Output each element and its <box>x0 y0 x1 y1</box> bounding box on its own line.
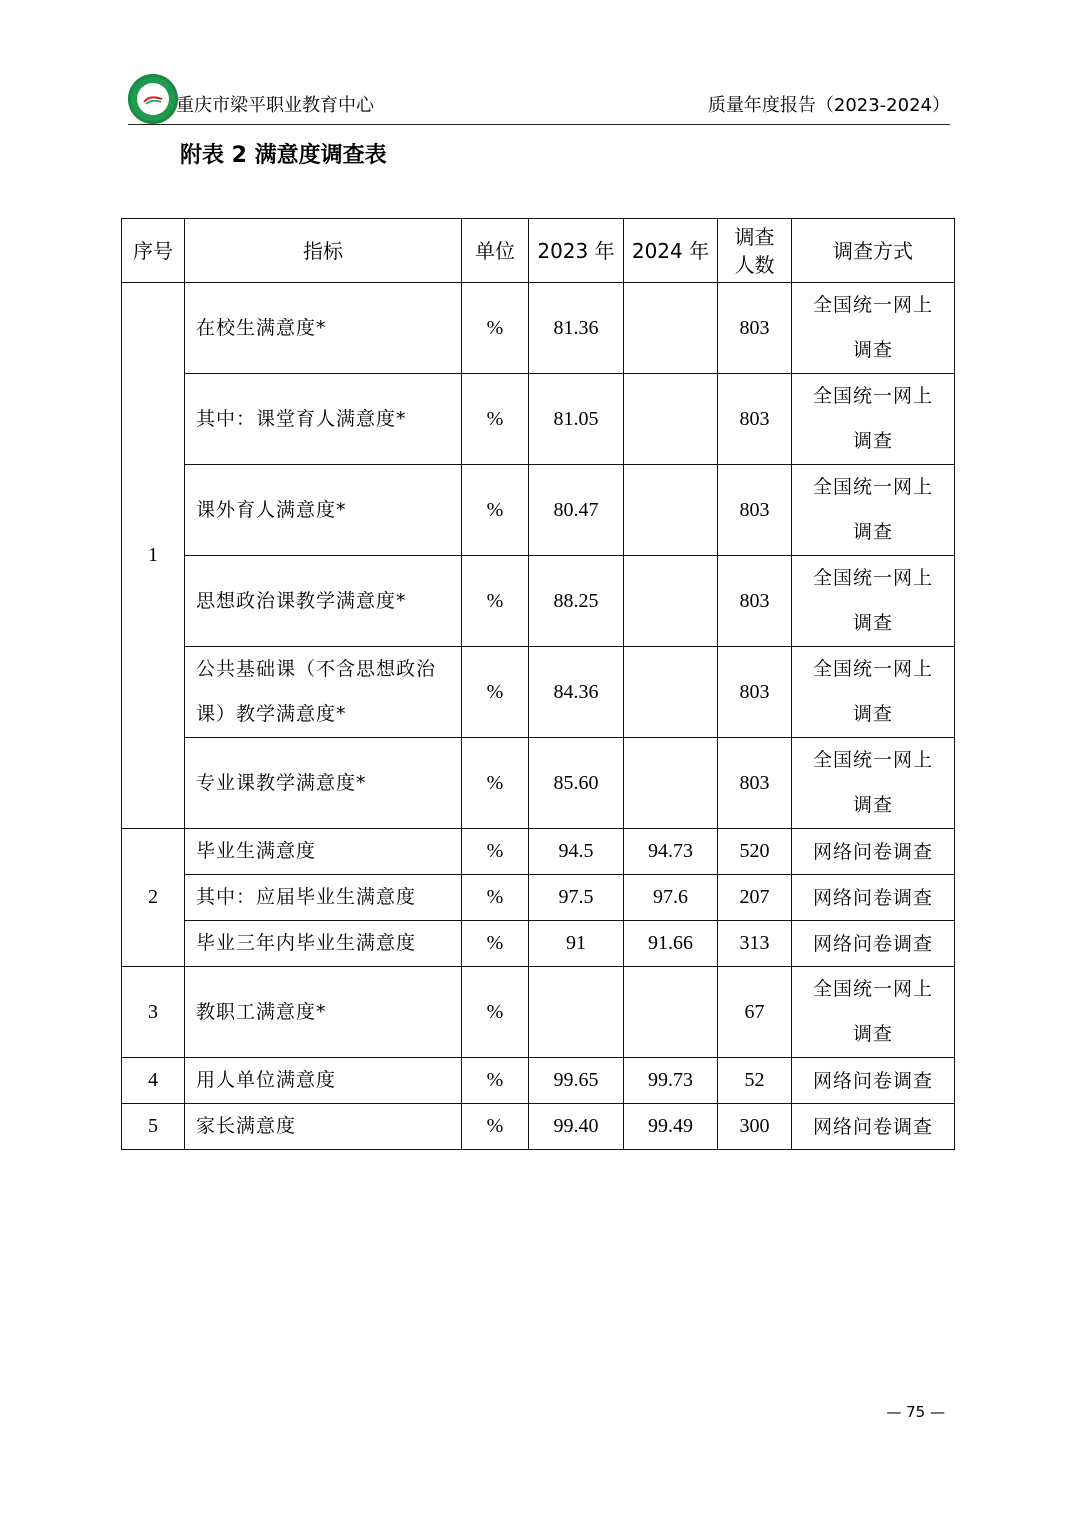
indicator-line2: 课）教学满意度* <box>196 703 347 725</box>
method-cell: 网络问卷调查 <box>792 829 955 875</box>
seq-cell: 2 <box>122 829 185 967</box>
unit-cell: % <box>462 875 529 921</box>
value-2024-cell: 91.66 <box>624 921 718 967</box>
indicator-cell: 毕业生满意度 <box>185 829 462 875</box>
method-line1: 全国统一网上 <box>812 567 933 589</box>
value-2023-cell: 97.5 <box>529 875 624 921</box>
survey-count-cell: 300 <box>718 1104 792 1150</box>
method-cell: 网络问卷调查 <box>792 875 955 921</box>
value-2024-cell <box>624 374 718 465</box>
seq-cell: 3 <box>122 967 185 1058</box>
method-line1: 全国统一网上 <box>812 749 933 771</box>
method-cell <box>792 556 955 647</box>
unit-cell: % <box>462 465 529 556</box>
header-survey-count <box>718 219 792 283</box>
survey-count-cell: 803 <box>718 647 792 738</box>
value-2024-cell <box>624 738 718 829</box>
value-2024-cell <box>624 647 718 738</box>
school-name: 重庆市梁平职业教育中心 <box>176 95 374 116</box>
value-2023-cell: 99.65 <box>529 1058 624 1104</box>
method-cell <box>792 738 955 829</box>
method-cell <box>792 283 955 374</box>
seq-cell: 1 <box>122 283 185 829</box>
school-logo <box>128 74 178 124</box>
value-2023-cell: 80.47 <box>529 465 624 556</box>
method-line2: 调查 <box>852 430 893 452</box>
header-survey-count-line1: 调查 <box>734 224 775 249</box>
header-unit: 单位 <box>462 219 529 283</box>
unit-cell: % <box>462 647 529 738</box>
table-row <box>122 738 955 829</box>
value-2023-cell: 94.5 <box>529 829 624 875</box>
header-2024: 2024 年 <box>624 219 718 283</box>
seq-cell: 4 <box>122 1058 185 1104</box>
header-method: 调查方式 <box>792 219 955 283</box>
satisfaction-survey-table <box>121 218 955 1150</box>
table-row <box>122 283 955 374</box>
value-2023-cell: 81.05 <box>529 374 624 465</box>
unit-cell: % <box>462 921 529 967</box>
table-row <box>122 556 955 647</box>
value-2023-cell <box>529 967 624 1058</box>
table-row <box>122 647 955 738</box>
table-row <box>122 465 955 556</box>
value-2023-cell: 91 <box>529 921 624 967</box>
indicator-cell: 其中：应届毕业生满意度 <box>185 875 462 921</box>
indicator-cell: 用人单位满意度 <box>185 1058 462 1104</box>
seq-cell: 5 <box>122 1104 185 1150</box>
indicator-cell: 毕业三年内毕业生满意度 <box>185 921 462 967</box>
unit-cell: % <box>462 283 529 374</box>
value-2024-cell <box>624 283 718 374</box>
value-2023-cell: 88.25 <box>529 556 624 647</box>
indicator-cell: 家长满意度 <box>185 1104 462 1150</box>
report-name: 质量年度报告（2023-2024） <box>707 95 950 116</box>
method-cell <box>792 374 955 465</box>
unit-cell: % <box>462 556 529 647</box>
survey-count-cell: 803 <box>718 283 792 374</box>
method-line2: 调查 <box>852 521 893 543</box>
table-row <box>122 374 955 465</box>
header-2023: 2023 年 <box>529 219 624 283</box>
survey-count-cell: 803 <box>718 465 792 556</box>
value-2023-cell: 81.36 <box>529 283 624 374</box>
method-line2: 调查 <box>852 794 893 816</box>
header-seq: 序号 <box>122 219 185 283</box>
method-cell: 网络问卷调查 <box>792 921 955 967</box>
method-line1: 全国统一网上 <box>812 294 933 316</box>
method-cell <box>792 465 955 556</box>
value-2024-cell: 99.49 <box>624 1104 718 1150</box>
method-line2: 调查 <box>852 612 893 634</box>
indicator-cell: 教职工满意度* <box>185 967 462 1058</box>
method-line1: 全国统一网上 <box>812 385 933 407</box>
unit-cell: % <box>462 1058 529 1104</box>
value-2024-cell: 99.73 <box>624 1058 718 1104</box>
method-line2: 调查 <box>852 703 893 725</box>
survey-count-cell: 803 <box>718 556 792 647</box>
survey-count-cell: 207 <box>718 875 792 921</box>
value-2024-cell: 97.6 <box>624 875 718 921</box>
value-2024-cell <box>624 967 718 1058</box>
indicator-cell <box>185 647 462 738</box>
method-cell: 网络问卷调查 <box>792 1058 955 1104</box>
survey-count-cell: 803 <box>718 374 792 465</box>
value-2023-cell: 85.60 <box>529 738 624 829</box>
header-survey-count-line2: 人数 <box>734 252 775 277</box>
unit-cell: % <box>462 374 529 465</box>
value-2024-cell: 94.73 <box>624 829 718 875</box>
survey-count-cell: 313 <box>718 921 792 967</box>
table-header-row <box>122 219 955 283</box>
table-title: 附表 2 满意度调查表 <box>180 143 387 168</box>
logo-mark-icon <box>143 92 163 106</box>
survey-count-cell: 67 <box>718 967 792 1058</box>
table-row <box>122 967 955 1058</box>
table-row <box>122 875 955 921</box>
method-line2: 调查 <box>852 1023 893 1045</box>
indicator-cell: 在校生满意度* <box>185 283 462 374</box>
unit-cell: % <box>462 738 529 829</box>
value-2024-cell <box>624 556 718 647</box>
page-header <box>128 72 950 125</box>
indicator-cell: 其中：课堂育人满意度* <box>185 374 462 465</box>
indicator-cell: 思想政治课教学满意度* <box>185 556 462 647</box>
indicator-cell: 课外育人满意度* <box>185 465 462 556</box>
method-line2: 调查 <box>852 339 893 361</box>
unit-cell: % <box>462 1104 529 1150</box>
header-indicator: 指标 <box>185 219 462 283</box>
method-cell <box>792 967 955 1058</box>
survey-count-cell: 520 <box>718 829 792 875</box>
indicator-cell: 专业课教学满意度* <box>185 738 462 829</box>
table-row <box>122 1058 955 1104</box>
method-cell <box>792 647 955 738</box>
table-row <box>122 1104 955 1150</box>
unit-cell: % <box>462 829 529 875</box>
value-2023-cell: 84.36 <box>529 647 624 738</box>
method-line1: 全国统一网上 <box>812 476 933 498</box>
value-2023-cell: 99.40 <box>529 1104 624 1150</box>
page-number: — 75 — <box>886 1403 945 1421</box>
table-row <box>122 921 955 967</box>
method-cell: 网络问卷调查 <box>792 1104 955 1150</box>
method-line1: 全国统一网上 <box>812 978 933 1000</box>
method-line1: 全国统一网上 <box>812 658 933 680</box>
table-row <box>122 829 955 875</box>
value-2024-cell <box>624 465 718 556</box>
unit-cell: % <box>462 967 529 1058</box>
survey-count-cell: 52 <box>718 1058 792 1104</box>
indicator-line1: 公共基础课（不含思想政治 <box>196 658 437 680</box>
survey-count-cell: 803 <box>718 738 792 829</box>
